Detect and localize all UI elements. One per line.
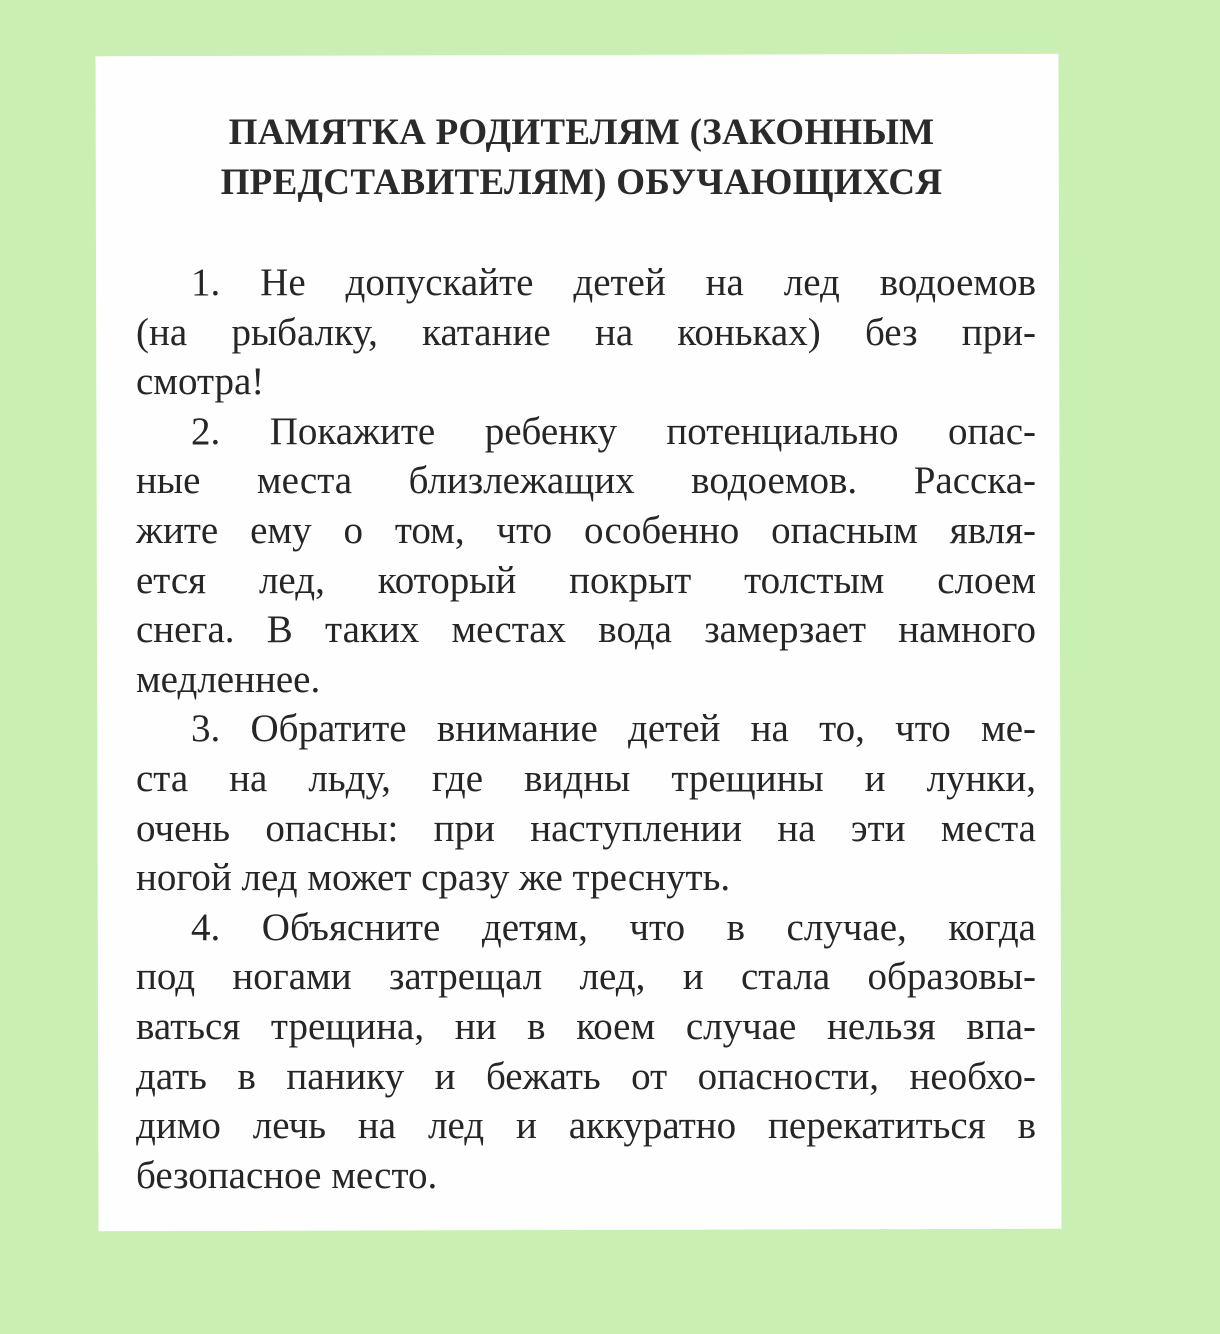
text-line: ется лед, который покрыт толстым слоем (136, 558, 1036, 602)
text-line: снега. В таких местах вода замерзает намного (136, 608, 1036, 652)
memo-title (0, 108, 1163, 208)
text-line: 1. Не допускайте детей на лед водоемов (191, 261, 1036, 304)
memo-item-3 (136, 704, 1036, 902)
text-line: под ногами затрещал лед, и стала образовы- (136, 955, 1036, 999)
title-line: ПРЕДСТАВИТЕЛЯМ) ОБУЧАЮЩИХСЯ (220, 162, 943, 203)
memo-item-1 (136, 258, 1036, 407)
text-line: ваться трещина, ни в коем случае нельзя впа- (136, 1004, 1036, 1048)
text-line: ногой лед может сразу же треснуть. (136, 856, 731, 900)
text-line: медленнее. (136, 657, 321, 701)
memo-body (136, 258, 1036, 1200)
text-line: жите ему о том, что особенно опасным явля- (136, 508, 1036, 552)
text-line: 2. Покажите ребенку потенциально опас- (191, 409, 1036, 453)
text-line: 3. Обратите внимание детей на то, что ме- (191, 707, 1036, 751)
memo-item-4 (136, 903, 1036, 1201)
text-line: очень опасны: при наступлении на эти места (136, 806, 1036, 850)
title-line: ПАМЯТКА РОДИТЕЛЯМ (ЗАКОННЫМ (228, 112, 935, 153)
text-line: димо лечь на лед и аккуратно перекатиться в (136, 1104, 1036, 1148)
memo-item-2 (136, 407, 1036, 705)
text-line: дать в панику и бежать от опасности, необхо- (136, 1054, 1036, 1098)
text-line: безопасное место. (136, 1153, 438, 1197)
text-line: смотра! (136, 360, 265, 404)
text-line: (на рыбалку, катание на коньках) без при- (136, 310, 1036, 354)
text-line: ные места близлежащих водоемов. Расска- (136, 459, 1036, 503)
text-line: ста на льду, где видны трещины и лунки, (136, 756, 1036, 800)
text-line: 4. Объясните детям, что в случае, когда (191, 905, 1036, 949)
